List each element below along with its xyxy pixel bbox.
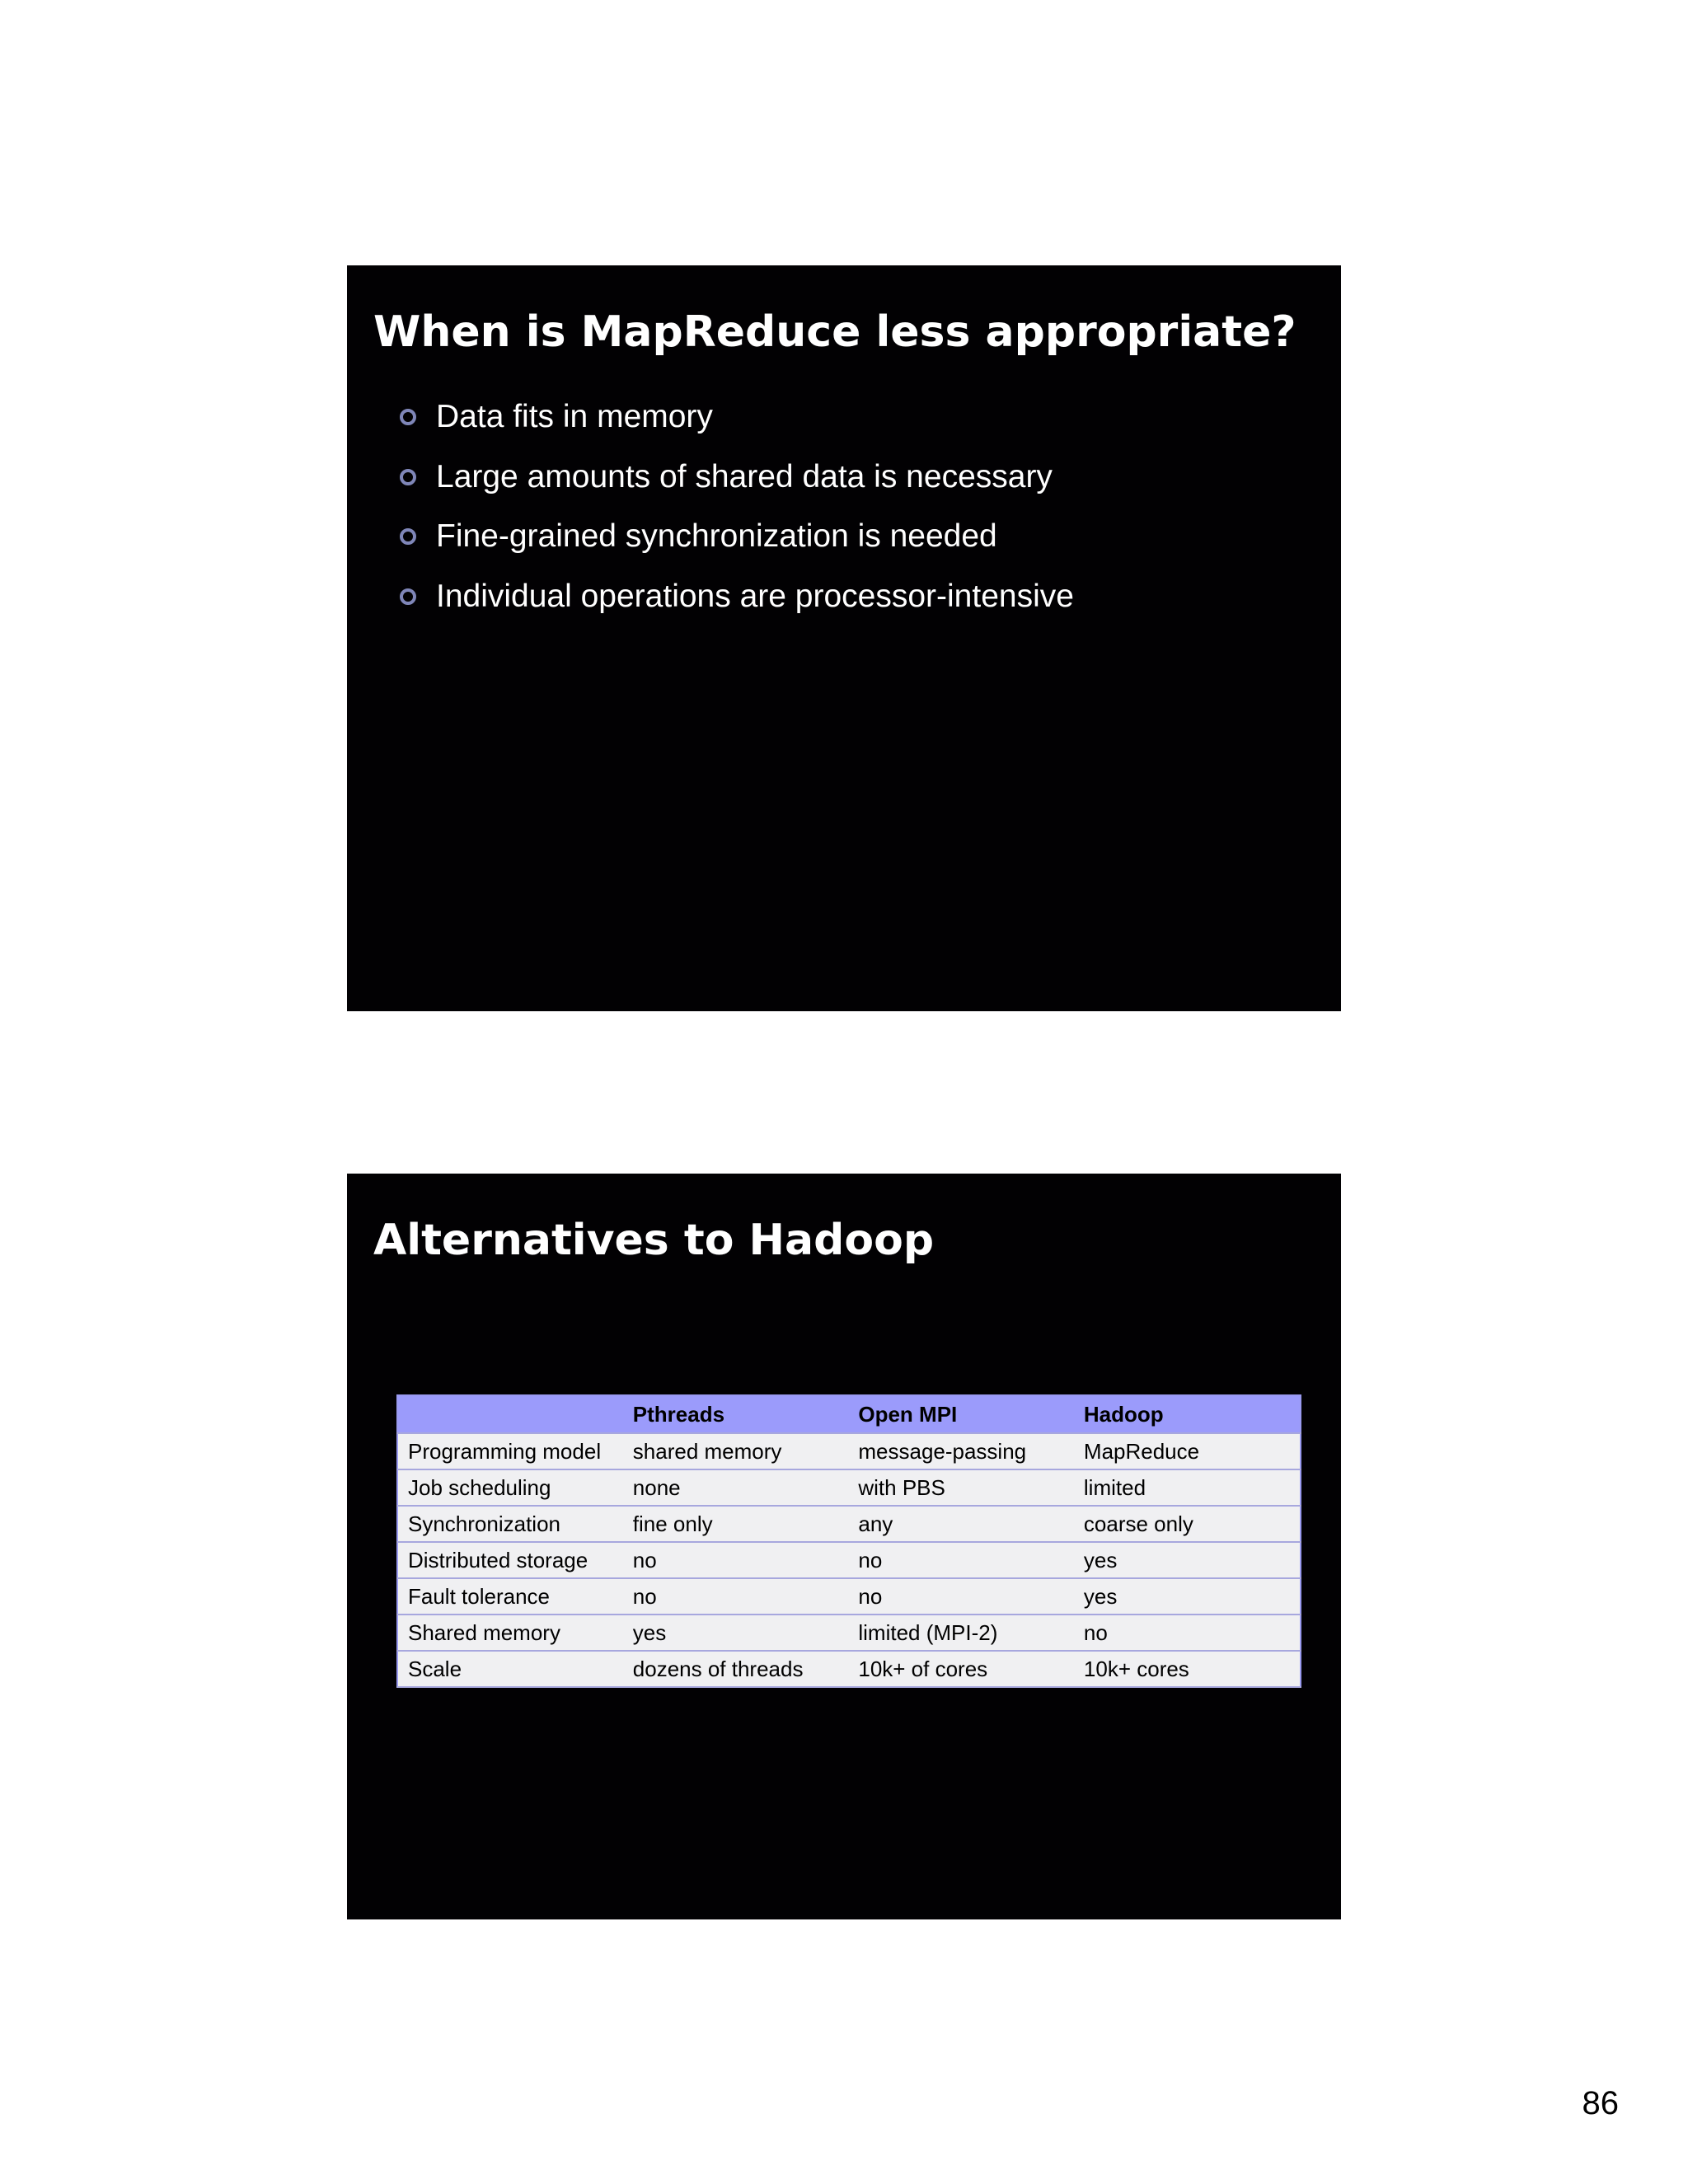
table-cell: Distributed storage <box>397 1542 623 1578</box>
hollow-circle-bullet-icon <box>400 588 416 605</box>
table-row <box>397 1542 1301 1578</box>
table-cell: yes <box>623 1615 849 1651</box>
table-cell: yes <box>1074 1578 1301 1615</box>
table-row <box>397 1469 1301 1506</box>
comparison-table <box>396 1394 1301 1688</box>
table-cell: no <box>848 1578 1074 1615</box>
bullet-list <box>400 387 1074 626</box>
table-cell: limited <box>1074 1469 1301 1506</box>
hollow-circle-bullet-icon <box>400 469 416 485</box>
table-header-cell: Hadoop <box>1074 1395 1301 1433</box>
bullet-text: Fine-grained synchronization is needed <box>436 518 997 555</box>
table-cell: with PBS <box>848 1469 1074 1506</box>
table-cell: no <box>1074 1615 1301 1651</box>
bullet-item <box>400 567 1074 627</box>
table-cell: coarse only <box>1074 1506 1301 1542</box>
table-cell: fine only <box>623 1506 849 1542</box>
table-row <box>397 1651 1301 1687</box>
table-cell: Fault tolerance <box>397 1578 623 1615</box>
table-cell: message-passing <box>848 1433 1074 1469</box>
table-cell: MapReduce <box>1074 1433 1301 1469</box>
page-number: 86 <box>1582 2085 1619 2121</box>
table-cell: Synchronization <box>397 1506 623 1542</box>
slide-title: Alternatives to Hadoop <box>373 1216 935 1265</box>
table-header-cell: Open MPI <box>848 1395 1074 1433</box>
table-cell: 10k+ of cores <box>848 1651 1074 1687</box>
slide-title: When is MapReduce less appropriate? <box>373 307 1296 357</box>
table-header-cell <box>397 1395 623 1433</box>
table-cell: 10k+ cores <box>1074 1651 1301 1687</box>
table-cell: any <box>848 1506 1074 1542</box>
bullet-item <box>400 507 1074 567</box>
table-cell: dozens of threads <box>623 1651 849 1687</box>
table-cell: Job scheduling <box>397 1469 623 1506</box>
table-row <box>397 1506 1301 1542</box>
hollow-circle-bullet-icon <box>400 528 416 545</box>
slide-alternatives-to-hadoop <box>347 1174 1341 1919</box>
hollow-circle-bullet-icon <box>400 409 416 425</box>
bullet-item <box>400 387 1074 448</box>
table-cell: limited (MPI-2) <box>848 1615 1074 1651</box>
bullet-text: Large amounts of shared data is necessary <box>436 458 1053 494</box>
table-cell: no <box>848 1542 1074 1578</box>
table-cell: Scale <box>397 1651 623 1687</box>
table-cell: yes <box>1074 1542 1301 1578</box>
table-row <box>397 1433 1301 1469</box>
table-header-cell: Pthreads <box>623 1395 849 1433</box>
table-cell: shared memory <box>623 1433 849 1469</box>
table-cell: no <box>623 1578 849 1615</box>
table-header-row <box>397 1395 1301 1433</box>
table-cell: Shared memory <box>397 1615 623 1651</box>
table-cell: none <box>623 1469 849 1506</box>
table-row <box>397 1615 1301 1651</box>
bullet-text: Individual operations are processor-intensive <box>436 578 1074 614</box>
table-row <box>397 1578 1301 1615</box>
bullet-text: Data fits in memory <box>436 399 713 435</box>
bullet-item <box>400 448 1074 508</box>
table-cell: Programming model <box>397 1433 623 1469</box>
table-cell: no <box>623 1542 849 1578</box>
slide-mapreduce-less-appropriate <box>347 265 1341 1011</box>
